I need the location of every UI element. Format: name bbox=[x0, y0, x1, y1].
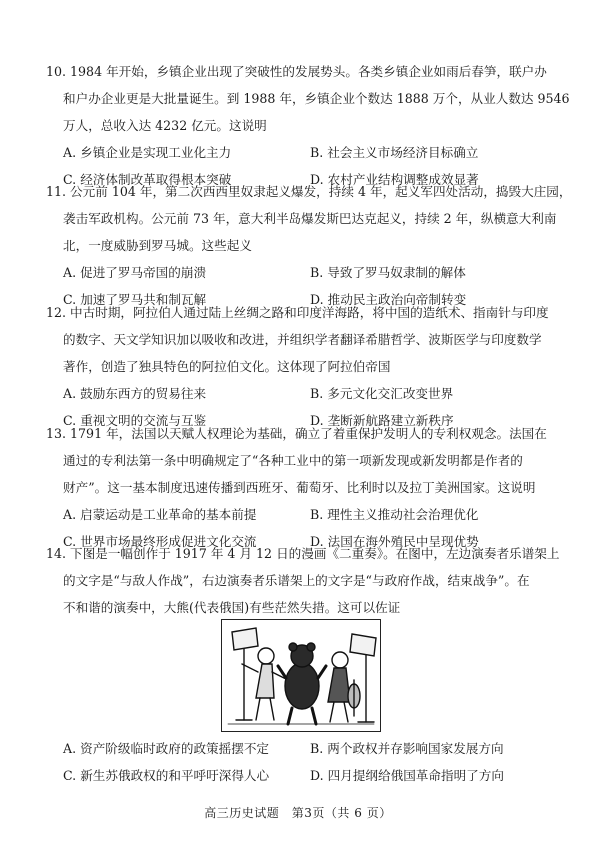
question-14 bbox=[46, 540, 572, 621]
option-a: A. 启蒙运动是工业革命的基本前提 bbox=[63, 507, 257, 522]
question-stem-line: 著作，创造了独具特色的阿拉伯文化。这体现了阿拉伯帝国 bbox=[63, 359, 391, 374]
question-14-options bbox=[46, 735, 572, 789]
question-stem-line: 的数字、天文学知识加以吸收和改进，并组织学者翻译希腊哲学、波斯医学与印度数学 bbox=[63, 332, 542, 347]
page-footer bbox=[0, 804, 596, 821]
option-c: C. 世界市场最终形成促进文化交流 bbox=[63, 534, 257, 549]
option-a: A. 促进了罗马帝国的崩溃 bbox=[63, 265, 207, 280]
duet-cartoon-image bbox=[221, 619, 381, 732]
question-11 bbox=[46, 178, 572, 313]
question-stem-line: 的文字是“与敌人作战”，右边演奏者乐谱架上的文字是“与政府作战，结束战争”。在 bbox=[63, 573, 530, 588]
question-13 bbox=[46, 420, 572, 555]
question-stem-line: 袭击军政机构。公元前 73 年，意大利半岛爆发斯巴达克起义，持续 2 年，纵横意大利南 bbox=[63, 211, 557, 226]
question-stem-line: 13. 1791 年，法国以天赋人权理论为基础，确立了着重保护发明人的专利权观念。法国在 bbox=[46, 426, 547, 441]
question-stem-line: 11. 公元前 104 年，第二次西西里奴隶起义爆发，持续 4 年，起义军四处活动，捣毁大庄园， bbox=[46, 184, 572, 199]
question-stem-line: 通过的专利法第一条中明确规定了“各种工业中的第一项新发现或新发明都是作者的 bbox=[63, 453, 523, 468]
option-b: B. 两个政权并存影响国家发展方向 bbox=[310, 741, 504, 756]
question-12 bbox=[46, 299, 572, 434]
option-b: B. 多元文化交汇改变世界 bbox=[310, 386, 454, 401]
question-stem-line: 和户办企业更是大批量诞生。到 1988 年，乡镇企业个数达 1888 万个，从业人数达 9546 bbox=[63, 91, 570, 106]
option-b: B. 导致了罗马奴隶制的解体 bbox=[310, 265, 466, 280]
footer-text: 高三历史试题 第3页（共 6 页） bbox=[204, 806, 392, 820]
option-a: A. 乡镇企业是实现工业化主力 bbox=[63, 145, 232, 160]
question-stem-line: 北，一度威胁到罗马城。这些起义 bbox=[63, 238, 252, 253]
option-c: C. 新生苏俄政权的和平呼吁深得人心 bbox=[63, 768, 270, 783]
question-stem-line: 10. 1984 年开始，乡镇企业出现了突破性的发展势头。各类乡镇企业如雨后春笋，联户办 bbox=[46, 64, 547, 79]
options-grid bbox=[46, 735, 572, 789]
question-stem-line: 不和谐的演奏中，大熊(代表俄国)有些茫然失措。这可以佐证 bbox=[63, 600, 401, 615]
option-d: D. 法国在海外殖民中呈现优势 bbox=[310, 534, 479, 549]
question-stem-line: 12. 中古时期，阿拉伯人通过陆上丝绸之路和印度洋海路，将中国的造纸术、指南针与印度 bbox=[46, 305, 549, 320]
option-d: D. 农村产业结构调整成效显著 bbox=[310, 172, 479, 187]
option-c: C. 重视文明的交流与互鉴 bbox=[63, 413, 207, 428]
option-c: C. 经济体制改革取得根本突破 bbox=[63, 172, 232, 187]
question-stem-line: 万人，总收入达 4232 亿元。这说明 bbox=[63, 118, 267, 133]
option-c: C. 加速了罗马共和制瓦解 bbox=[63, 292, 207, 307]
option-b: B. 理性主义推动社会治理优化 bbox=[310, 507, 479, 522]
question-stem-line: 财产”。这一基本制度迅速传播到西班牙、葡萄牙、比利时以及拉丁美洲国家。这说明 bbox=[63, 480, 536, 495]
option-d: D. 垄断新航路建立新秩序 bbox=[310, 413, 454, 428]
option-d: D. 四月提纲给俄国革命指明了方向 bbox=[310, 768, 504, 783]
cartoon-drawing bbox=[222, 620, 380, 731]
question-10 bbox=[46, 58, 572, 193]
option-b: B. 社会主义市场经济目标确立 bbox=[310, 145, 479, 160]
question-stem-line: 14. 下图是一幅创作于 1917 年 4 月 12 日的漫画《二重奏》。在图中，左边演奏者乐谱架上 bbox=[46, 546, 560, 561]
option-d: D. 推动民主政治向帝制转变 bbox=[310, 292, 467, 307]
option-a: A. 鼓励东西方的贸易往来 bbox=[63, 386, 207, 401]
option-a: A. 资产阶级临时政府的政策摇摆不定 bbox=[63, 741, 270, 756]
